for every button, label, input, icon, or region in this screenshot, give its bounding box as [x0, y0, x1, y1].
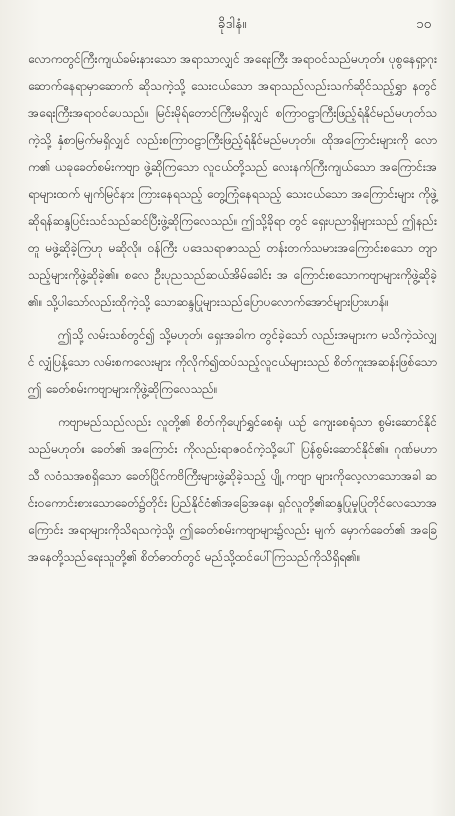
paragraph-2: ဤသို့ လမ်းသစ်တွင်၍ သို့မဟုတ်၊ ရှေးအခါက တွင်ခဲ့သော် လည်းအများက မသိကဲ့သဲလျှင် လျှံပြန့်သော လမ်းစကလေးများ ကိုလိုက်၍ထပ်သည့်လူငယ်များသည် စိတ်ကူးအဆန်းဖြစ်သော ဤ ခေတ်စမ်းကဗျာများကိုဖွဲ့ဆိုကြလေသည်။: [28, 328, 437, 396]
paragraph-1: လောကတွင်ကြီးကျယ်ခမ်းနားသော အရာသာလျှင် အရေးကြီး အရာဝင်သည်မဟုတ်။ ပုစွနေရှာ့ဂုး ဆောက်နေရာမှာဆောက် ဆိုသကဲ့သို့ သေးငယ်သော အရာသည်လည်းသက်ဆိုင်သည့်ရွှာ နတွင် အရေးကြီးအရာဝင်ပေသည်။ မြင်းမိုရ်တောင်ကြီးမရှိလျှင် စကြာဝဠာကြီးဖြည့်ရံနိုင်မည်မဟုတ်သကဲ့သို့ နှံစာမြက်မရှိလျှင် လည်းစကြာဝဠာကြီးဖြည့်ရံနိုင်မည်မဟုတ်။ ထိုအကြောင်းများကို လောက၏ ယခုခေတ်စမ်းကဗျာ ဖွဲ့ဆိုကြသော လူငယ်တို့သည် လေးနက်ကြီးကျယ်သော အကြောင်းအရာများထက် မျက်မြင်နား ကြားနေရသည့် တွေ့ကြုံနေရသည့် သေးငယ်သော အကြောင်းများ ကိုဖွဲ့ဆိုရန်ဆန္ဒပြင်းသင်သည်ဆင်ပြီးဖွဲ့ဆိုကြလေသည်။ ဤသို့ခိုရာ တွင် ရှေးပညာရှိများသည် ဤနည်းတူ မဖွဲ့ဆိုခဲ့ကြဟု မဆိုလို။ ဝန်ကြီး ပဒေသရာဇာသည် တန်းတက်သမားအကြောင်းစသော တျာသည့်များကိုဖွဲ့ဆိုခဲ့၏။ စလေ ဦးပုညသည်ဆယ်အိမ်ခေါင်း အ ကြောင်းစသောကဗျာများကိုဖွဲ့ဆိုခဲ့၏။ သို့ပါသော်လည်းထိုကဲ့သို့ သောဆန္ဒပြုများသည်ပြောပလောက်အောင်များပြားဟန်။: [28, 52, 437, 309]
page-number: ၁၀: [416, 17, 431, 32]
page-header: [28, 12, 437, 38]
paragraph-3: ကဗျာမည်သည်လည်း လူတို့၏ စိတ်ကိုပျော်ရွှင်စေရုံ၊ ယဉ် ကျေးစေရုံသာ စွမ်းဆောင်နိုင်သည်မဟုတ်။ ခေတ်၏ အကြောင်း ကိုလည်းရာဇဝင်ကဲ့သို့ပေါ် ပြန်စွမ်းဆောင်နိုင်၏။ ဂုဏ်မဟာသီ လဝံသအစရှိသော ခေတ်ပြိုင်ကဗိကြီးများဖွဲ့ဆိုခဲ့သည့် ပျို့ ကဗျာ များကိုလေ့လာသောအခါ ဆင်းဝကောင်းစားသောခေတ်၌တိုင်း ပြည်နိုင်ငံ၏အခြေအနေ၊ ရှင်လူတို့၏ဆန္ဒပြုမှုပြုတိုင်လေသောအကြောင်း အရာများကိုသိရသကဲ့သို့၊ ဤခေတ်စမ်းကဗျာများ၌လည်း မျက် မှောက်ခေတ်၏ အခြေအနေတို့သည်ရေးသူတို့၏ စိတ်ဓာတ်တွင် မည်သို့ထင်ပေါ်ကြသည်ကိုသိရှိရ၏။: [28, 415, 437, 564]
running-head: ခိုဒါနံ။: [217, 17, 247, 32]
body-text: [28, 46, 437, 571]
